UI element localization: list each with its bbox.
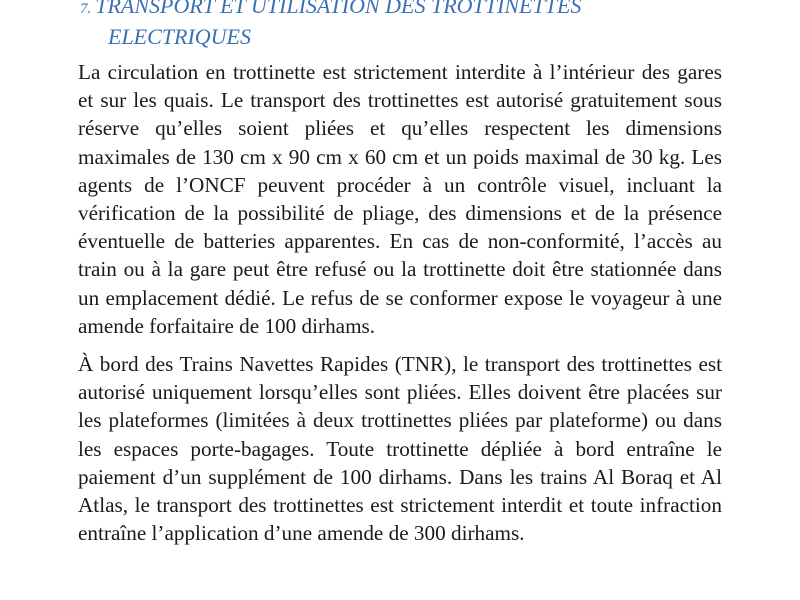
section-number: 7. bbox=[80, 1, 92, 17]
section-title-line2: ELECTRIQUES bbox=[108, 24, 251, 49]
section-title-line1: TRANSPORT ET UTILISATION DES TROTTINETTES bbox=[95, 0, 582, 18]
section-heading bbox=[80, 0, 720, 51]
paragraph-1: La circulation en trottinette est strictement interdite à l’intérieur des gares et sur les quais. Le transport des trottinettes est autorisé gratuitement sous réserve qu’elles soient pliées et qu’elles respectent les dimensions maximales de 130 cm x 90 cm x 60 cm et un poids maximal de 30 kg. Les agents de l’ONCF peuvent procéder à un contrôle visuel, incluant la vérification de la possibilité de pliage, des dimensions et de la présence éventuelle de batteries apparentes. En cas de non-conformité, l’accès au train ou à la gare peut être refusé ou la trottinette doit être stationnée dans un emplacement dédié. Le refus de se conformer expose le voyageur à une amende forfaitaire de 100 dirhams. bbox=[78, 60, 722, 338]
section-body bbox=[78, 58, 722, 557]
paragraph-2: À bord des Trains Navettes Rapides (TNR), le transport des trottinettes est autorisé uniquement lorsqu’elles sont pliées. Elles doivent être placées sur les plateformes (limitées à deux trottinettes pliées par plateforme) ou dans les espaces porte-bagages. Toute trottinette dépliée à bord entraîne le paiement d’un supplément de 100 dirhams. Dans les trains Al Boraq et Al Atlas, le transport des trottinettes est strictement interdit et toute infraction entraîne l’application d’une amende de 300 dirhams. bbox=[78, 352, 722, 546]
